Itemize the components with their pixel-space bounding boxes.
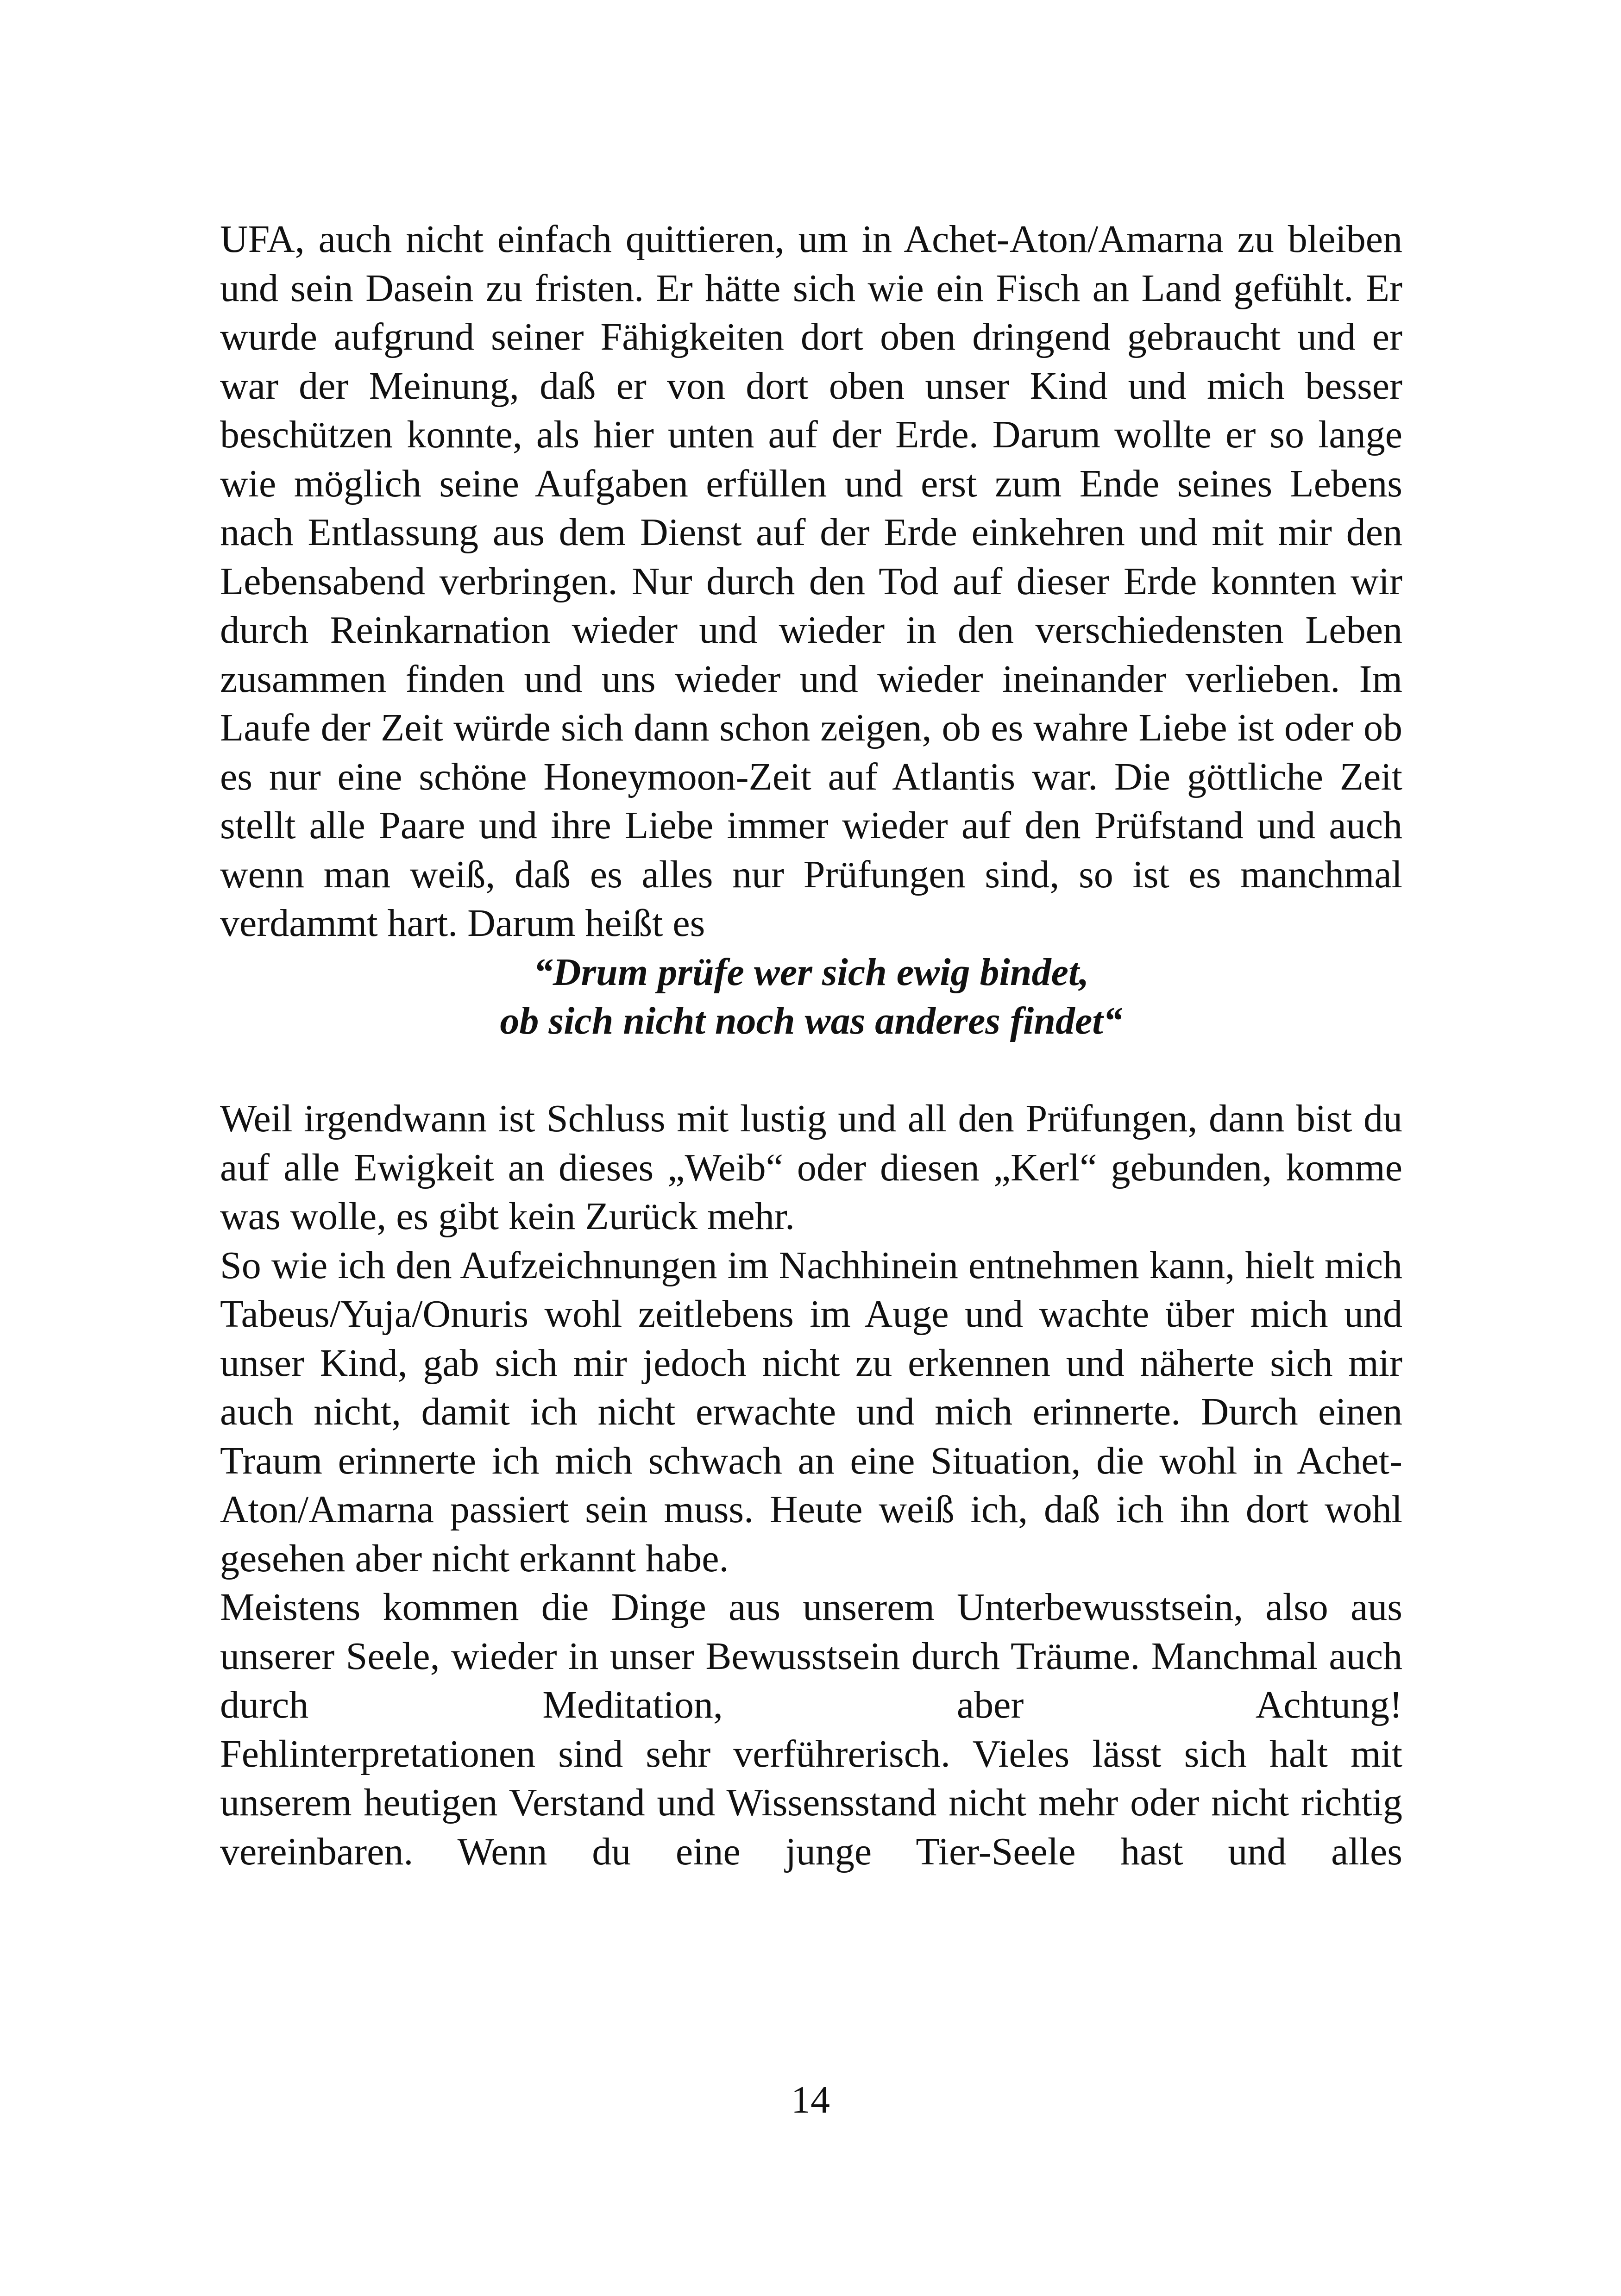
body-text [220, 215, 1402, 1876]
page-number: 14 [791, 2078, 830, 2121]
quote-line: “Drum prüfe wer sich ewig bindet, [533, 950, 1089, 994]
paragraph: So wie ich den Aufzeichnungen im Nachhinein entnehmen kann, hielt mich Tabeus/Yuja/Onuris wohl zeitlebens im Auge und wachte über mich und unser Kind, gab sich mir jedoch nicht zu erkennen und näherte sich mir auch nicht, damit ich nicht erwachte und mich erinnerte. Durch einen Traum erinnerte ich mich schwach an eine Situation, die wohl in Achet-Aton/Amarna passiert sein muss. Heute weiß ich, daß ich ihn dort wohl gesehen aber nicht erkannt habe. [220, 1243, 1402, 1580]
paragraph: Fehlinterpretationen sind sehr verführerisch. Vieles lässt sich halt mit unserem heutigen Verstand und Wissensstand nicht mehr oder nicht richtig vereinbaren. Wenn du eine junge Tier-Seele hast und alles [220, 1732, 1402, 1873]
blank-line [220, 1046, 1402, 1095]
paragraph: UFA, auch nicht einfach quittieren, um in Achet-Aton/Amarna zu bleiben und sein Dasein zu fristen. Er hätte sich wie ein Fisch an Land gefühlt. Er wurde aufgrund seiner Fähigkeiten dort oben dringend gebraucht und er war der Meinung, daß er von dort oben unser Kind und mich besser beschützen konnte, als hier unten auf der Erde. Darum wollte er so lange wie möglich seine Aufgaben erfüllen und erst zum Ende seines Lebens nach Entlassung aus dem Dienst auf der Erde einkehren und mit mir den Lebensabend verbringen. Nur durch den Tod auf dieser Erde konnten wir durch Reinkarnation wieder und wieder in den verschiedensten Leben zusammen finden und uns wieder und wieder ineinander verlieben. Im Laufe der Zeit würde sich dann schon zeigen, ob es wahre Liebe ist oder ob es nur eine schöne Honeymoon-Zeit auf Atlantis war. Die göttliche Zeit stellt alle Paare und ihre Liebe immer wieder auf den Prüfstand und auch wenn man weiß, daß es alles nur Prüfungen sind, so ist es manchmal verdammt hart. Darum heißt es [220, 218, 1402, 945]
paragraph: Meistens kommen die Dinge aus unserem Unterbewusstsein, also aus unserer Seele, wieder in unser Bewusstsein durch Träume. Manchmal auch durch Meditation, aber Achtung! [220, 1586, 1402, 1726]
quote-line: ob sich nicht noch was anderes findet“ [500, 999, 1123, 1042]
paragraph: Weil irgendwann ist Schluss mit lustig und all den Prüfungen, dann bist du auf alle Ewigkeit an dieses „Weib“ oder diesen „Kerl“ gebunden, komme was wolle, es gibt kein Zurück mehr. [220, 1097, 1402, 1238]
